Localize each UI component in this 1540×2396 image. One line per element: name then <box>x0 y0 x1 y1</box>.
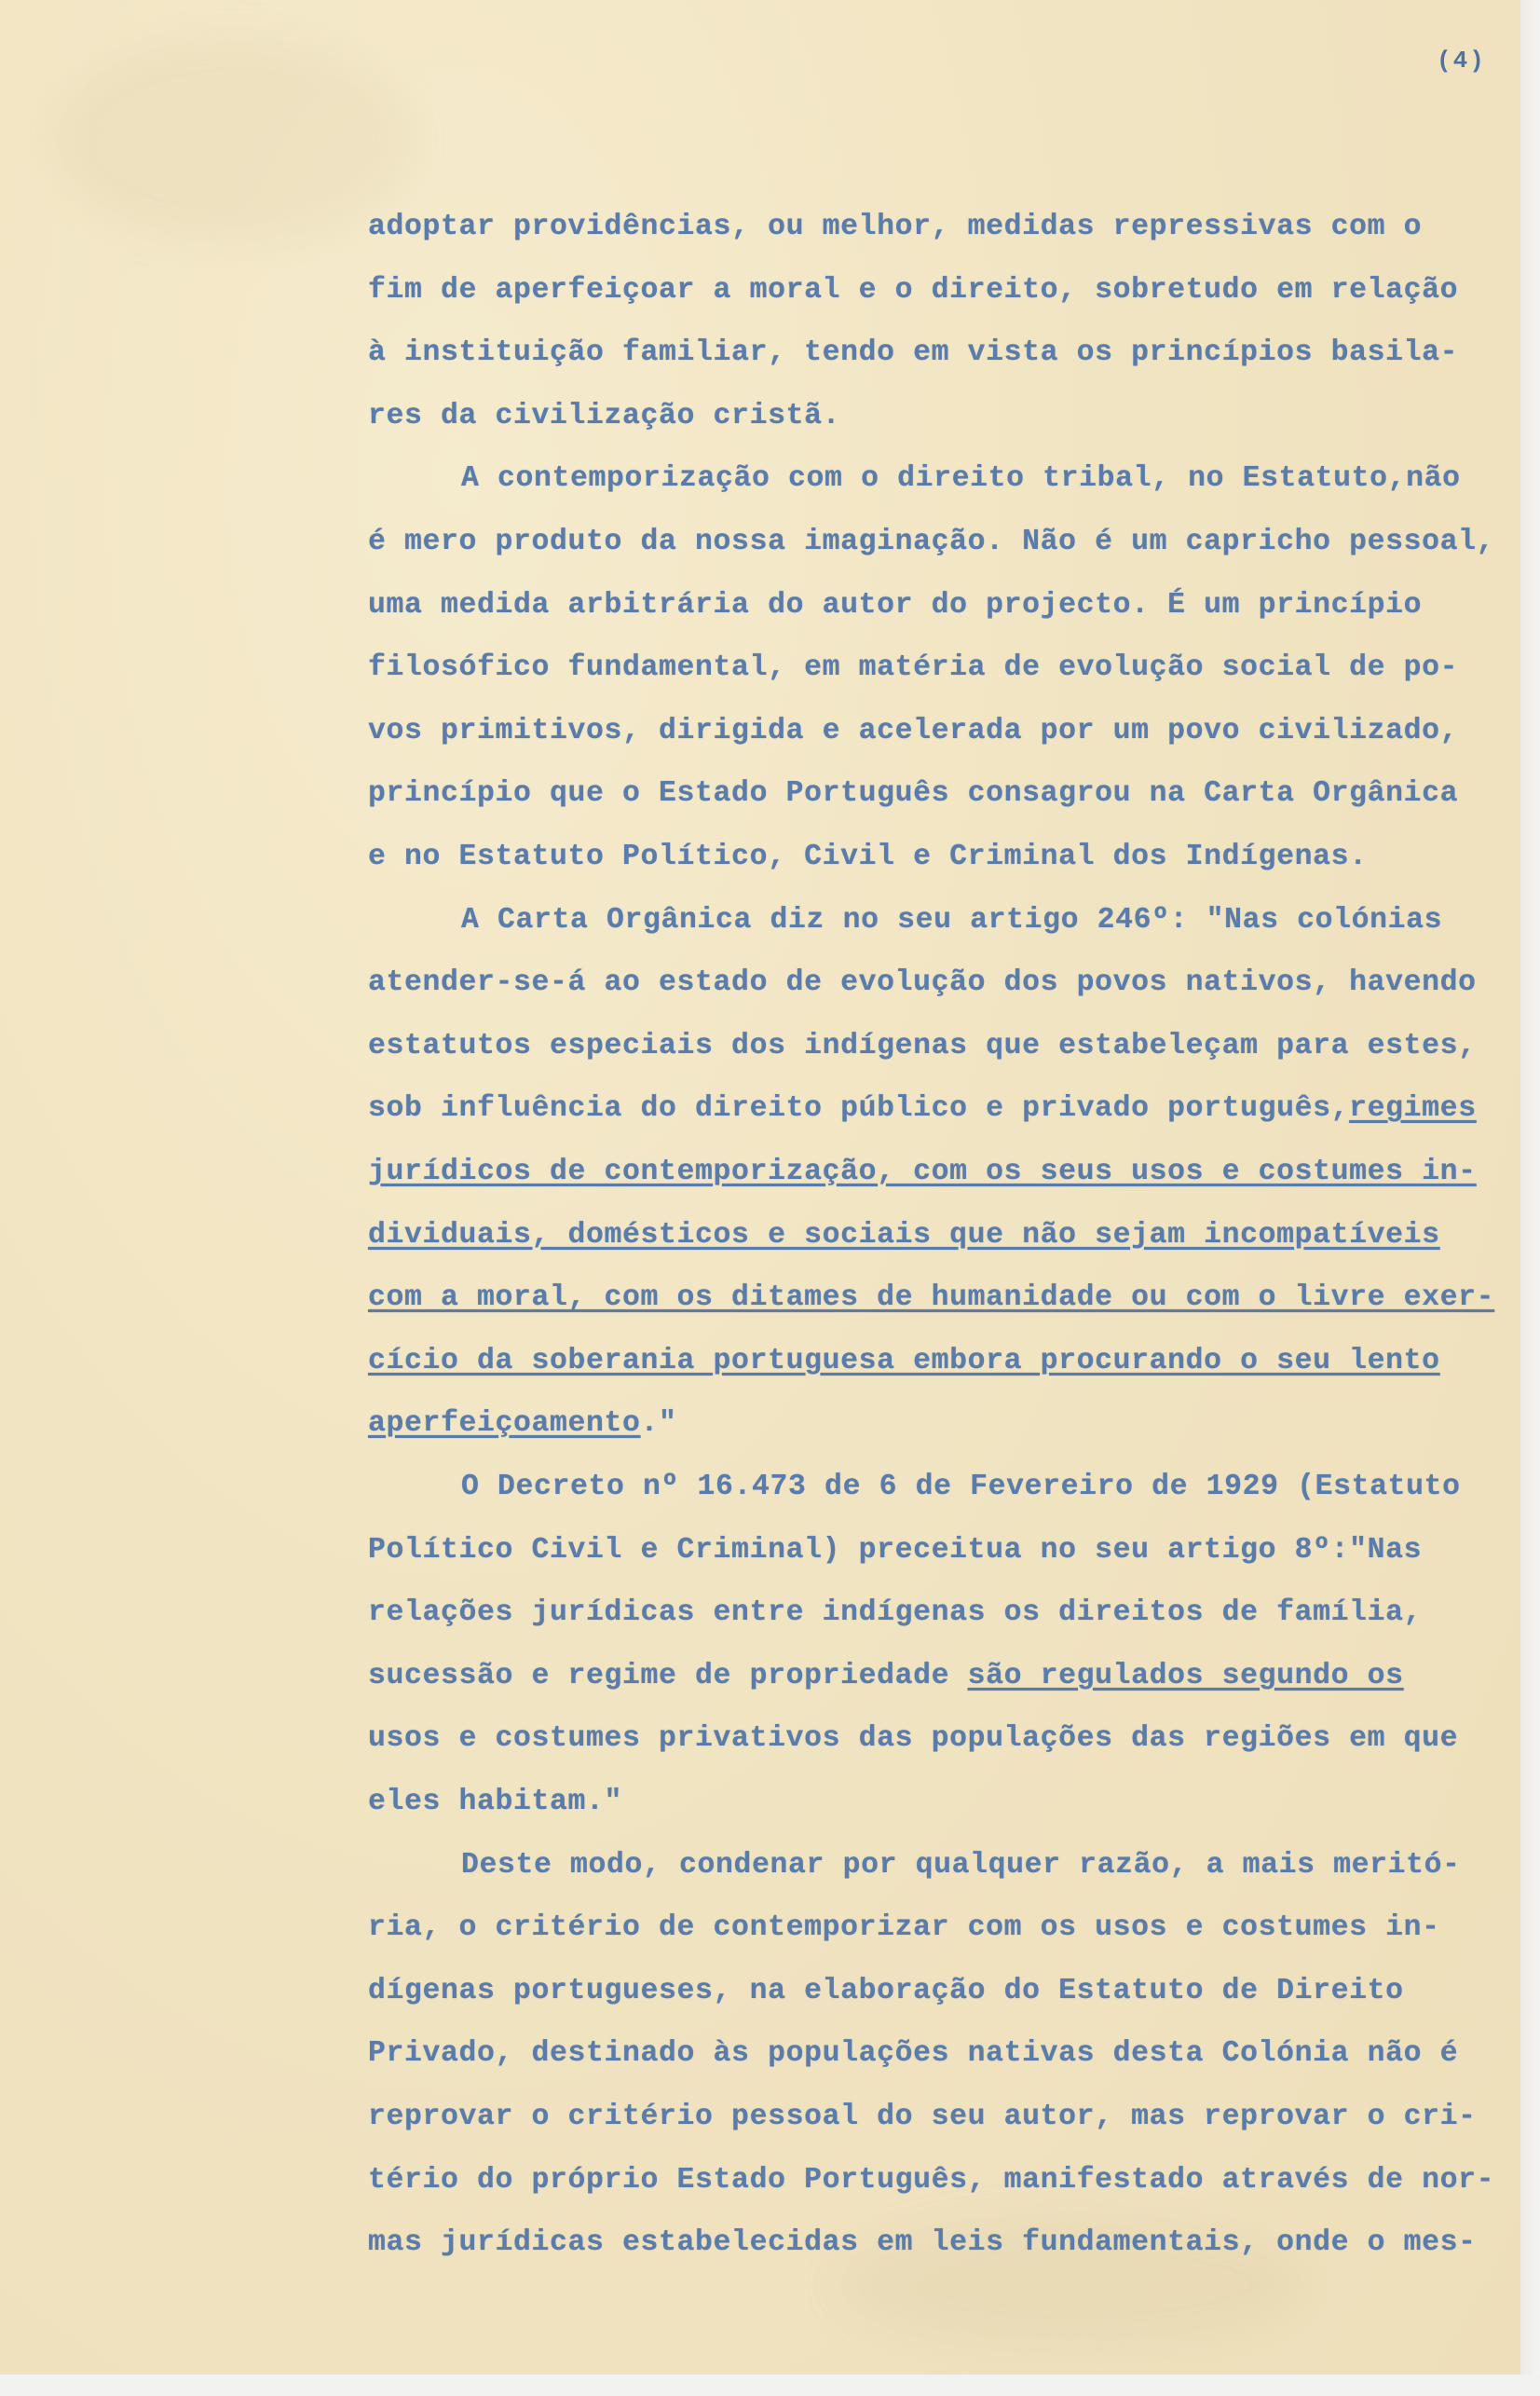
text-line <box>368 1660 1404 1693</box>
text-segment: sob influência do direito público e privado português, <box>368 1092 1350 1126</box>
text-line <box>368 1407 677 1441</box>
text-segment: reprovar o critério pessoal do seu autor, mas reprovar o cri- <box>368 2101 1477 2133</box>
text-line <box>461 462 1461 496</box>
text-line <box>461 1849 1461 1883</box>
text-line <box>368 651 1458 685</box>
underlined-text: são regulados segundo os <box>967 1659 1404 1692</box>
text-segment: A contemporização com o direito tribal, no Estatuto,não <box>461 462 1461 496</box>
text-line <box>368 777 1458 811</box>
text-line <box>368 1975 1404 2008</box>
text-segment: relações jurídicas entre indígenas os direitos de família, <box>368 1596 1423 1630</box>
text-segment: vos primitivos, dirigida e acelerada por um povo civilizado, <box>368 714 1459 747</box>
text-line <box>368 841 1368 874</box>
paper-stain <box>56 37 410 242</box>
text-line <box>368 2037 1458 2071</box>
text-line <box>368 1911 1440 1945</box>
underlined-text: jurídicos de contemporização, com os seus usos e costumes in- <box>368 1156 1477 1188</box>
text-line <box>368 274 1458 308</box>
text-line <box>368 211 1422 244</box>
text-segment: Privado, destinado às populações nativas desta Colónia não é <box>368 2037 1459 2071</box>
text-segment: tério do próprio Estado Português, manifestado através de nor- <box>368 2163 1495 2197</box>
text-segment: O Decreto nº 16.473 de 6 de Fevereiro de 1929 (Estatuto <box>461 1471 1461 1503</box>
underlined-text: aperfeiçoamento <box>368 1407 641 1441</box>
underlined-text: cício da soberania portuguesa embora procurando o seu lento <box>368 1344 1440 1377</box>
text-segment: Deste modo, condenar por qualquer razão, a mais meritó- <box>461 1848 1461 1882</box>
text-segment: filosófico fundamental, em matéria de evolução social de po- <box>368 651 1459 685</box>
underlined-text: regimes <box>1349 1092 1477 1126</box>
text-segment: Político Civil e Criminal) preceitua no seu artigo 8º:"Nas <box>368 1533 1423 1567</box>
text-segment: dígenas portugueses, na elaboração do Estatuto de Direito <box>368 1974 1404 2007</box>
text-segment: e no Estatuto Político, Civil e Criminal dos Indígenas. <box>368 841 1368 873</box>
text-line <box>368 336 1458 370</box>
scan-margin-bottom <box>0 2375 1540 2396</box>
text-line <box>368 1281 1494 1315</box>
text-segment: é mero produto da nossa imaginação. Não é um capricho pessoal, <box>368 526 1495 558</box>
text-segment: fim de aperfeiçoar a moral e o direito, sobretudo em relação <box>368 273 1459 307</box>
text-line <box>368 1345 1440 1378</box>
text-line <box>368 715 1458 748</box>
text-segment: mas jurídicas estabelecidas em leis fundamentais, onde o mes- <box>368 2226 1477 2260</box>
text-line <box>368 1534 1422 1568</box>
scan-margin-right <box>1520 0 1540 2396</box>
text-line <box>368 1722 1458 1756</box>
text-line <box>368 1092 1477 1126</box>
text-segment: res da civilização cristã. <box>368 399 841 432</box>
text-line <box>368 2101 1477 2134</box>
text-segment: uma medida arbitrária do autor do projecto. É um princípio <box>368 588 1423 622</box>
text-segment: estatutos especiais dos indígenas que estabeleçam para estes, <box>368 1029 1477 1062</box>
text-line <box>461 904 1442 938</box>
text-segment: atender-se-á ao estado de evolução dos povos nativos, havendo <box>368 966 1477 1000</box>
text-line <box>368 1786 622 1819</box>
text-line <box>368 2226 1477 2260</box>
underlined-text: dividuais, domésticos e sociais que não sejam incompatíveis <box>368 1218 1440 1252</box>
text-line <box>368 966 1477 1000</box>
text-segment: ria, o critério de contemporizar com os usos e costumes in- <box>368 1911 1440 1945</box>
text-segment: A Carta Orgânica diz no seu artigo 246º: "Nas colónias <box>461 903 1443 937</box>
text-segment: princípio que o Estado Português consagrou na Carta Orgânica <box>368 777 1459 811</box>
text-line <box>368 526 1494 559</box>
text-line <box>368 1030 1477 1063</box>
text-segment: eles habitam." <box>368 1786 623 1818</box>
text-line <box>368 589 1422 623</box>
text-segment: à instituição familiar, tendo em vista os princípios basila- <box>368 336 1459 370</box>
underlined-text: com a moral, com os ditames de humanidade ou com o livre exer- <box>368 1281 1495 1315</box>
text-line <box>368 400 840 433</box>
text-line <box>461 1471 1461 1504</box>
text-segment: ." <box>640 1407 677 1441</box>
text-segment: usos e costumes privativos das populações das regiões em que <box>368 1722 1459 1756</box>
text-segment: sucessão e regime de propriedade <box>368 1659 968 1692</box>
text-line <box>368 1156 1477 1189</box>
text-line <box>368 1596 1422 1630</box>
text-segment: adoptar providências, ou melhor, medidas repressivas com o <box>368 211 1423 243</box>
text-line <box>368 1219 1440 1253</box>
text-line <box>368 2164 1494 2197</box>
page-number: (4) <box>1437 47 1486 75</box>
